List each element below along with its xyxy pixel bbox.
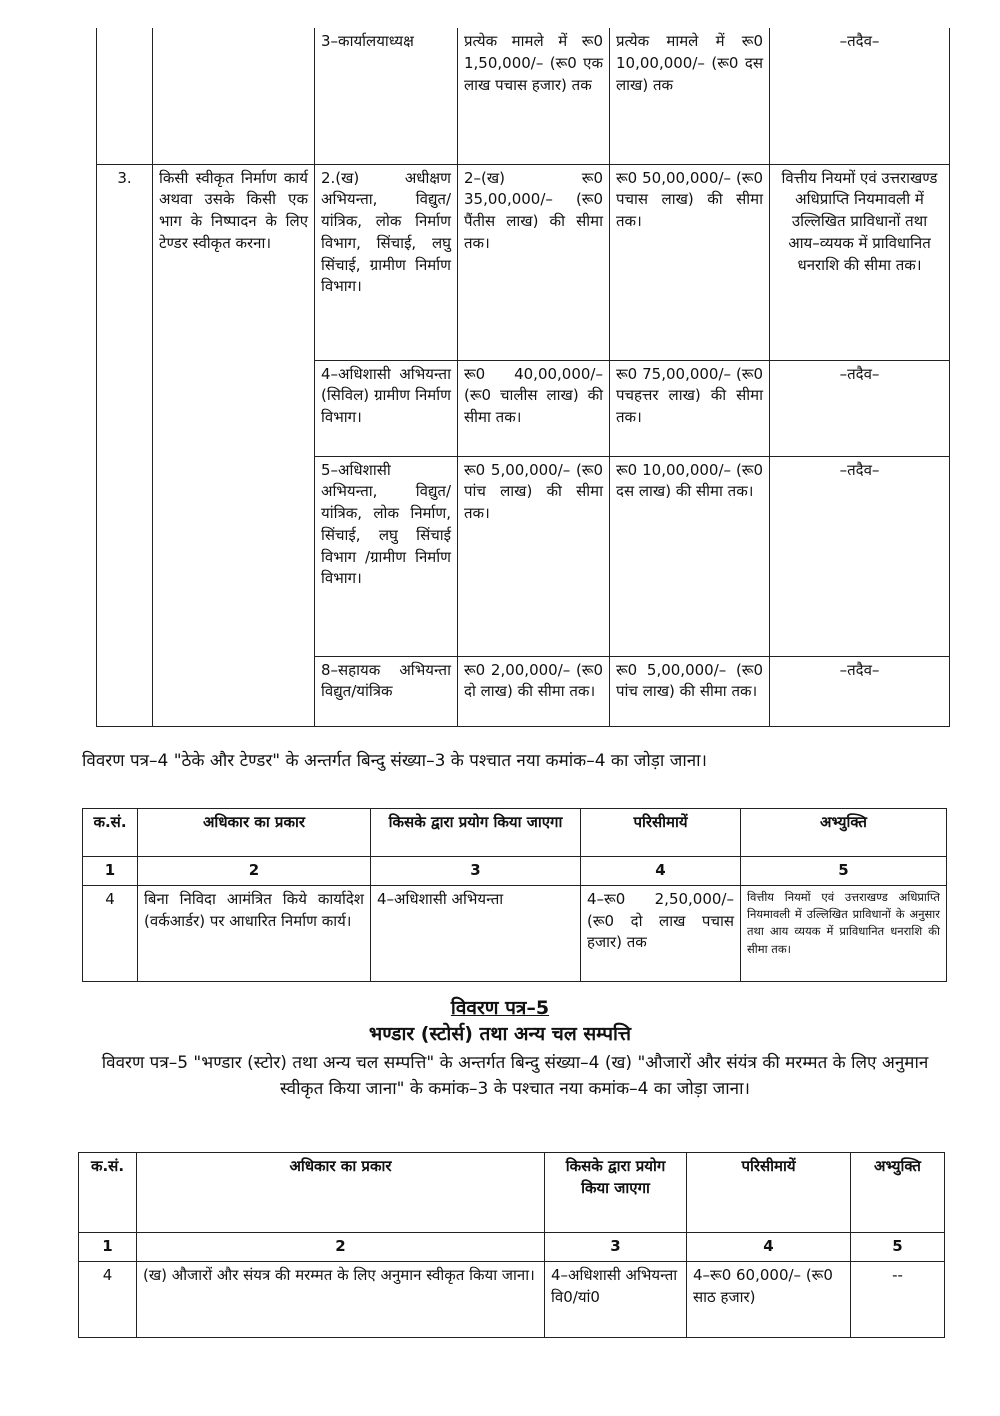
limit-cell: 2–(ख) रू0 35,00,000/– (रू0 पैंतीस लाख) की सीमा तक।	[458, 164, 610, 360]
officer-cell: 4–अधिशासी अभियन्ता	[371, 885, 581, 981]
column-header-sn: क.सं.	[83, 809, 138, 857]
column-number: 4	[687, 1233, 851, 1262]
column-header-officer: किसके द्वारा प्रयोग किया जाएगा	[545, 1153, 687, 1233]
column-number: 5	[741, 857, 947, 886]
section-subheading: भण्डार (स्टोर्स) तथा अन्य चल सम्पत्ति	[368, 1023, 632, 1045]
limit-cell: रू0 10,00,000/– (रू0 दस लाख) की सीमा तक।	[610, 456, 770, 656]
section-heading: विवरण पत्र–5	[450, 997, 550, 1019]
table-row	[97, 28, 950, 164]
limit-cell: रू0 5,00,000/– (रू0 पांच लाख) की सीमा तक।	[458, 456, 610, 656]
column-number: 4	[581, 857, 741, 886]
authority-cell: बिना निविदा आमंत्रित किये कार्यादेश (वर्कआर्डर) पर आधारित निर्माण कार्य।	[138, 885, 371, 981]
officer-cell: 4–अधिशासी अभियन्ता वि0/यां0	[545, 1261, 687, 1337]
officer-cell: 4–अधिशासी अभियन्ता (सिविल) ग्रामीण निर्माण विभाग।	[315, 360, 458, 456]
sn-cell: 4	[83, 885, 138, 981]
remark-cell: –तदैव–	[770, 456, 950, 656]
column-header-authority: अधिकार का प्रकार	[138, 809, 371, 857]
statement-4-note: विवरण पत्र–4 "ठेके और टेण्डर" के अन्तर्गत बिन्दु संख्या–3 के पश्चात नया कमांक–4 का जोड़ा जाना।	[82, 751, 707, 771]
table-row	[83, 885, 947, 981]
officer-cell: 5–अधिशासी अभियन्ता, विद्युत/ यांत्रिक, लोक निर्माण, सिंचाई, लघु सिंचाई विभाग /ग्रामीण निर्माण विभाग।	[315, 456, 458, 656]
column-number: 2	[138, 857, 371, 886]
column-number: 2	[137, 1233, 545, 1262]
limit-cell: 4–रू0 2,50,000/– (रू0 दो लाख पचास हजार) तक	[581, 885, 741, 981]
remark-cell: वित्तीय नियमों एवं उत्तराखण्ड अधिप्राप्ति नियमावली में उल्लिखित प्राविधानों के अनुसार तथा आय व्ययक में प्राविधानित धनराशि की सीमा तक।	[741, 885, 947, 981]
column-number: 1	[79, 1233, 137, 1262]
column-number-row	[79, 1233, 945, 1262]
table-statement-5	[78, 1152, 945, 1338]
officer-cell: 3–कार्यालयाध्यक्ष	[315, 28, 458, 164]
column-number: 1	[83, 857, 138, 886]
table-row	[97, 164, 950, 360]
remark-cell: –तदैव–	[770, 656, 950, 726]
column-number: 3	[545, 1233, 687, 1262]
remark-cell: –तदैव–	[770, 28, 950, 164]
table-statement-4	[82, 808, 947, 982]
column-number: 3	[371, 857, 581, 886]
column-header-remark: अभ्युक्ति	[741, 809, 947, 857]
sn-cell: 4	[79, 1261, 137, 1337]
authority-cell: (ख) औजारों और संयत्र की मरम्मत के लिए अनुमान स्वीकृत किया जाना।	[137, 1261, 545, 1337]
column-header-limits: परिसीमायें	[581, 809, 741, 857]
authority-cell: किसी स्वीकृत निर्माण कार्य अथवा उसके किसी एक भाग के निष्पादन के लिए टेण्डर स्वीकृत करना।	[153, 164, 315, 726]
limit-cell: रू0 75,00,000/– (रू0 पचहत्तर लाख) की सीमा तक।	[610, 360, 770, 456]
column-header-remark: अभ्युक्ति	[851, 1153, 945, 1233]
limit-cell: रू0 50,00,000/– (रू0 पचास लाख) की सीमा तक।	[610, 164, 770, 360]
limit-cell: प्रत्येक मामले में रू0 10,00,000/– (रू0 दस लाख) तक	[610, 28, 770, 164]
limit-cell: 4–रू0 60,000/– (रू0 साठ हजार)	[687, 1261, 851, 1337]
officer-cell: 8–सहायक अभियन्ता विद्युत/यांत्रिक	[315, 656, 458, 726]
column-number-row	[83, 857, 947, 886]
statement-5-note: विवरण पत्र–5 "भण्डार (स्टोर) तथा अन्य चल सम्पत्ति" के अन्तर्गत बिन्दु संख्या–4 (ख) "औजारों और संयंत्र की मरम्मत के लिए अनुमान स्वीकृत किया जाना" के कमांक–3 के पश्चात नया कमांक–4 का जोड़ा जाना।	[101, 1053, 929, 1100]
limit-cell: रू0 5,00,000/– (रू0 पांच लाख) की सीमा तक।	[610, 656, 770, 726]
table-tender-continuation	[96, 28, 950, 727]
column-header-sn: क.सं.	[79, 1153, 137, 1233]
remark-cell: --	[851, 1261, 945, 1337]
column-header-limits: परिसीमायें	[687, 1153, 851, 1233]
officer-cell: 2.(ख) अधीक्षण अभियन्ता, विद्युत/ यांत्रिक, लोक निर्माण विभाग, सिंचाई, लघु सिंचाई, ग्रामीण निर्माण विभाग।	[315, 164, 458, 360]
limit-cell: रू0 2,00,000/– (रू0 दो लाख) की सीमा तक।	[458, 656, 610, 726]
limit-cell: प्रत्येक मामले में रू0 1,50,000/– (रू0 एक लाख पचास हजार) तक	[458, 28, 610, 164]
table-row	[79, 1261, 945, 1337]
sn-cell	[97, 28, 153, 164]
column-number: 5	[851, 1233, 945, 1262]
remark-cell: –तदैव–	[770, 360, 950, 456]
column-header-authority: अधिकार का प्रकार	[137, 1153, 545, 1233]
table-header-row	[83, 809, 947, 857]
remark-cell: वित्तीय नियमों एवं उत्तराखण्ड अधिप्राप्ति नियमावली में उल्लिखित प्राविधानों तथा आय–व्ययक में प्राविधानित धनराशि की सीमा तक।	[770, 164, 950, 360]
limit-cell: रू0 40,00,000/– (रू0 चालीस लाख) की सीमा तक।	[458, 360, 610, 456]
sn-cell: 3.	[97, 164, 153, 726]
authority-cell	[153, 28, 315, 164]
table-header-row	[79, 1153, 945, 1233]
column-header-officer: किसके द्वारा प्रयोग किया जाएगा	[371, 809, 581, 857]
